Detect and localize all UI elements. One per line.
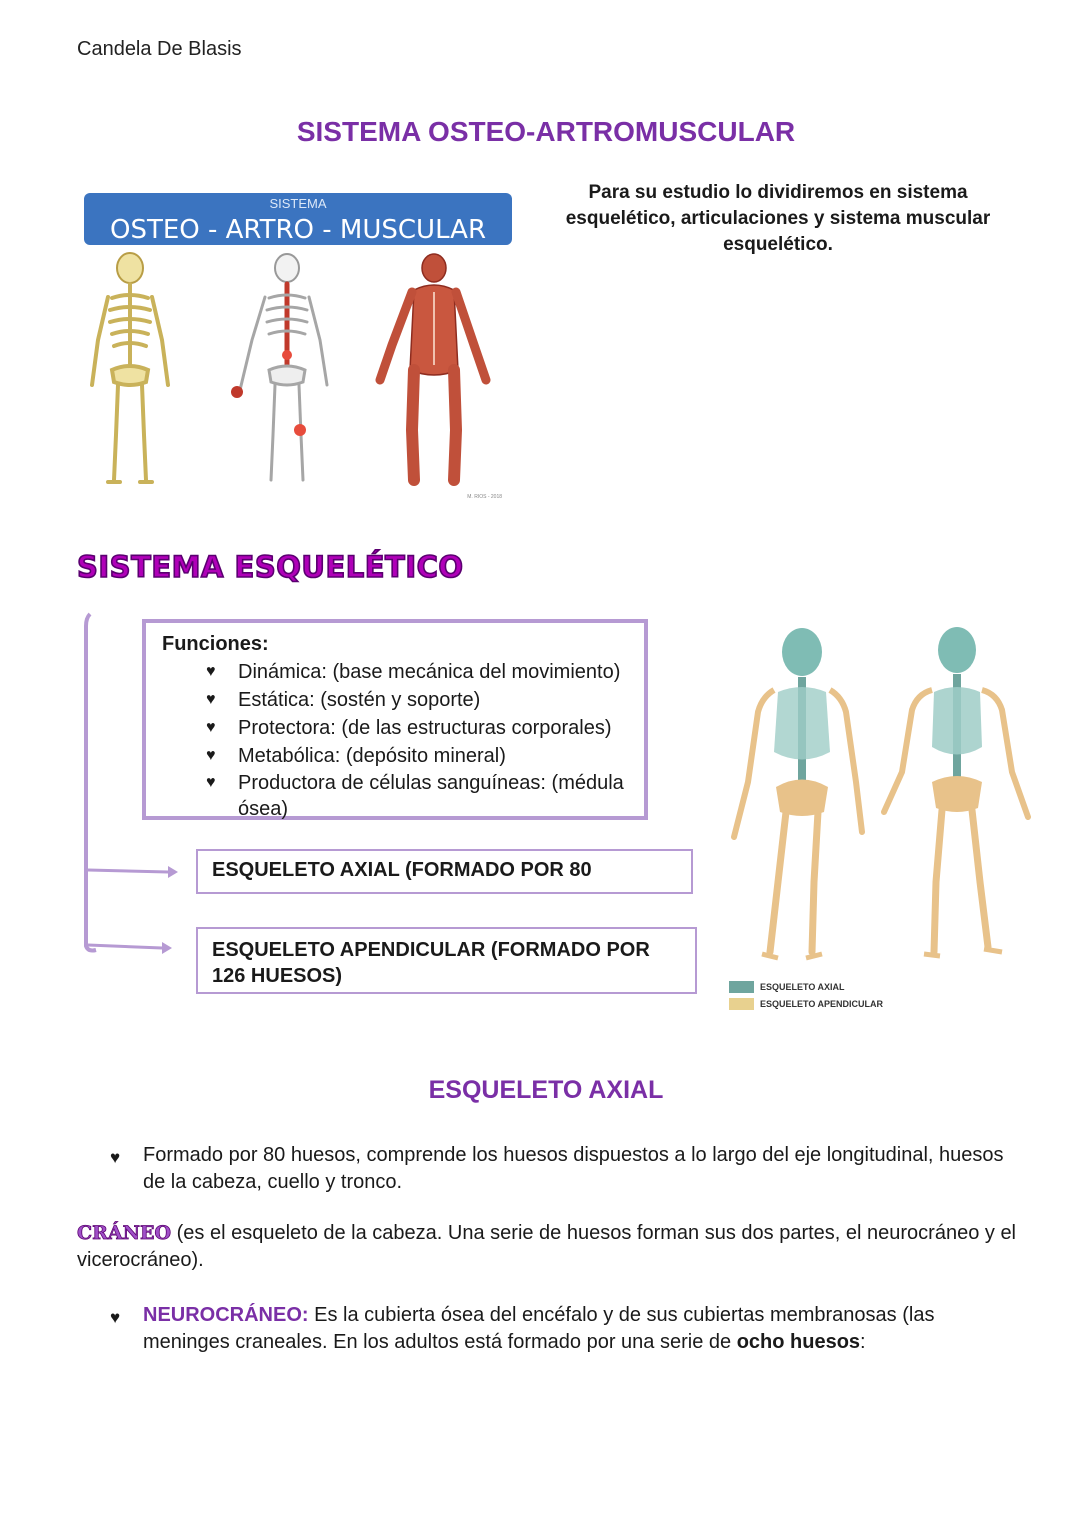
craneo-paragraph bbox=[77, 1220, 1027, 1274]
skeleton-front-view bbox=[884, 627, 1028, 956]
axial-skeleton-box: ESQUELETO AXIAL (FORMADO POR 80 bbox=[196, 849, 693, 894]
heart-icon: ♥ bbox=[110, 1308, 121, 1327]
craneo-text: (es el esqueleto de la cabeza. Una serie de huesos forman sus dos partes, el neurocráneo y el vicerocráneo). bbox=[77, 1222, 1017, 1271]
heart-icon: ♥ bbox=[206, 691, 216, 708]
figure-credit: M. RIOS - 2018 bbox=[467, 494, 502, 500]
list-item: ♥ Estática: (sostén y soporte) bbox=[206, 686, 630, 714]
neurocraneo-bullet bbox=[110, 1302, 1020, 1356]
intro-text: Para su estudio lo dividiremos en sistema esquelético, articulaciones y sistema muscular esquelético. bbox=[565, 182, 991, 255]
skeleton-back-view bbox=[734, 628, 862, 958]
neurocraneo-label: NEUROCRÁNEO: bbox=[143, 1304, 309, 1326]
neurocraneo-bold: ocho huesos bbox=[736, 1331, 861, 1353]
legend-swatch-appendicular bbox=[729, 998, 754, 1010]
list-item: ♥ Productora de células sanguíneas: (médula ósea) bbox=[206, 772, 624, 820]
heart-icon: ♥ bbox=[206, 663, 216, 680]
neurocraneo-end: : bbox=[860, 1331, 866, 1353]
banner-small-text: SISTEMA bbox=[269, 196, 327, 211]
list-item: ♥ Metabólica: (depósito mineral) bbox=[206, 742, 630, 770]
author-name: Candela De Blasis bbox=[77, 38, 242, 60]
heading-axial-skeleton: ESQUELETO AXIAL bbox=[428, 1076, 664, 1104]
legend-appendicular: ESQUELETO APENDICULAR bbox=[729, 998, 883, 1010]
heart-icon: ♥ bbox=[206, 747, 216, 764]
craneo-label: CRÁNEO bbox=[77, 1222, 172, 1244]
section-title-skeletal: SISTEMA ESQUELÉTICO bbox=[77, 550, 464, 584]
axial-appendicular-figure bbox=[712, 622, 1042, 977]
heart-icon: ♥ bbox=[206, 719, 216, 736]
appendicular-skeleton-box: ESQUELETO APENDICULAR (FORMADO POR 126 HUESOS) bbox=[196, 927, 697, 994]
osteo-artro-muscular-figure bbox=[62, 180, 524, 502]
functions-list bbox=[162, 658, 630, 822]
heart-icon: ♥ bbox=[110, 1148, 121, 1167]
axial-bullet: ♥ Formado por 80 huesos, comprende los huesos dispuestos a lo largo del eje longitudinal, huesos de la cabeza, cuello y tronco. bbox=[110, 1144, 1004, 1193]
legend-axial: ESQUELETO AXIAL bbox=[729, 981, 845, 993]
list-item: ♥ Protectora: (de las estructuras corporales) bbox=[206, 714, 630, 742]
legend-swatch-axial bbox=[729, 981, 754, 993]
functions-box bbox=[142, 619, 648, 820]
neurocraneo-text: Es la cubierta ósea del encéfalo y de sus cubiertas membranosas (las meninges craneales. En los adultos está formado por una serie de bbox=[143, 1304, 935, 1353]
heart-icon: ♥ bbox=[206, 774, 216, 791]
functions-title: Funciones: bbox=[162, 633, 269, 655]
page-title: SISTEMA OSTEO-ARTROMUSCULAR bbox=[296, 116, 796, 147]
list-item: ♥ Dinámica: (base mecánica del movimiento) bbox=[206, 658, 630, 686]
banner-large-text: OSTEO - ARTRO - MUSCULAR bbox=[109, 215, 487, 245]
